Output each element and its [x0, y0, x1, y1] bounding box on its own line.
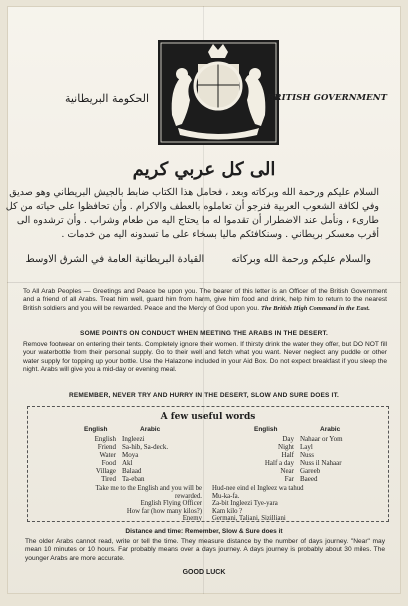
phrase-row: Take me to the English and you will be Hud-nee eind el Ingleez wa tahud	[95, 485, 304, 492]
phrase-row: Enemy Germani, Taliani, Sizilliani	[182, 515, 286, 523]
col-arabic-right: Arabic	[320, 426, 341, 433]
distance-heading: Distance and time: Remember, Slow & Sure does it	[125, 528, 283, 535]
word-row: Food Akl	[101, 459, 133, 467]
conduct-heading: SOME POINTS ON CONDUCT WHEN MEETING THE ARABS IN THE DESERT.	[80, 330, 328, 337]
word-row: Half Nuss	[281, 451, 315, 459]
arabic-line: أقرب معسكر بريطاني . وسنكافئكم ماليا بسخاء على ما تسدونه اليه من خدمات .	[61, 229, 379, 240]
word-row: Friend Sa-hib, Sa-deck.	[97, 443, 169, 451]
useful-words-title: A few useful words	[160, 412, 256, 422]
phrase-row: How far (how many kilos?) Kam kilo ?	[126, 507, 243, 515]
word-row: Day Nahaar or Yom	[282, 435, 343, 443]
col-english-left: English	[84, 426, 108, 433]
arabic-letter	[5, 186, 379, 242]
english-intro	[23, 288, 387, 313]
word-row: Half a day Nuss il Nahaar	[264, 459, 342, 467]
arabic-government-header: الحكومة البريطانية	[64, 92, 150, 105]
word-row: Night Layl	[278, 443, 313, 451]
phrase-list	[32, 485, 384, 523]
word-row: English Ingleezi	[94, 435, 145, 443]
intro-signature: The British High Command in the East.	[260, 304, 370, 312]
arabic-line: وفي لكافة الشعوب العربية فنرجو أن تعاملوه بالعطف والاكرام . وأن تحافظوا على حياته من كل	[5, 201, 379, 212]
phrase-row: English Flying Officer Za-bit Ingleezi Tye-yara	[140, 500, 278, 508]
conduct-text: Remove footwear on entering their tents. Completely ignore their women. If thirsty drink the water they offer, but DO NOT fill your waterbottle from their personal supply. Go to their well and fetch what you want. Never neglect any puddle or other water supply for topping up your bottle. Use the Halazone included in your Aid Box. Do not expect breakfast if you sleep the night. Arabs will give you a mid-day or evening meal.	[23, 341, 387, 374]
leaflet-page	[7, 6, 401, 594]
word-row: Tired Ta-eban	[101, 475, 145, 483]
good-luck: GOOD LUCK	[182, 569, 226, 576]
word-row: Far Baeed	[284, 475, 318, 483]
col-english-right: English	[254, 426, 278, 433]
word-row: Water Moya	[99, 451, 139, 459]
arabic-title: الى كل عربي كريم	[132, 159, 276, 180]
english-government-header: BRITISH GOVERNMENT	[267, 93, 387, 103]
phrase-row: rewarded. Mu-ka-fa.	[175, 492, 240, 500]
word-row: Village Balaad	[95, 467, 142, 475]
arabic-signature	[25, 254, 371, 265]
royal-coat-of-arms	[158, 40, 279, 145]
intro-text: To All Arab Peoples — Greetings and Peace be upon you. The bearer of this letter is an Officer of the British Government and a friend of all Arabs. Treat him well, guard him from harm, give him food and drink, help him to return to the nearest British soldiers and you will be rewarded. Peace and the Mercy of God upon you.	[23, 288, 387, 312]
fold-line	[7, 282, 401, 283]
col-arabic-left: Arabic	[140, 426, 161, 433]
word-row: Near Gareeb	[280, 467, 321, 475]
arabic-line: السلام عليكم ورحمة الله وبركاته وبعد ، فحامل هذا الكتاب ضابط بالجيش البريطاني وهو صديق	[9, 187, 379, 198]
useful-words-box	[27, 406, 389, 522]
arabic-greeting: والسلام عليكم ورحمة الله وبركاته	[231, 254, 371, 265]
arabic-line: طارىء ، ونأمل عند الاضطرار أن تقدموا له ما يحتاج اليه من طعام وشراب . وأن ترشدوه الى	[16, 215, 379, 226]
remember-heading: REMEMBER, NEVER TRY AND HURRY IN THE DESERT, SLOW AND SURE DOES IT.	[68, 392, 340, 399]
distance-text: The older Arabs cannot read, write or tell the time. They measure distance by the number of days journey. "Near" may mean 10 minutes or 10 hours. Far probably means over a days journey. A days journey is probably about 30 miles. The younger Arabs are more accurate.	[25, 538, 385, 562]
arabic-command-signature: القيادة البريطانية العامة في الشرق الاوسط	[25, 254, 205, 265]
